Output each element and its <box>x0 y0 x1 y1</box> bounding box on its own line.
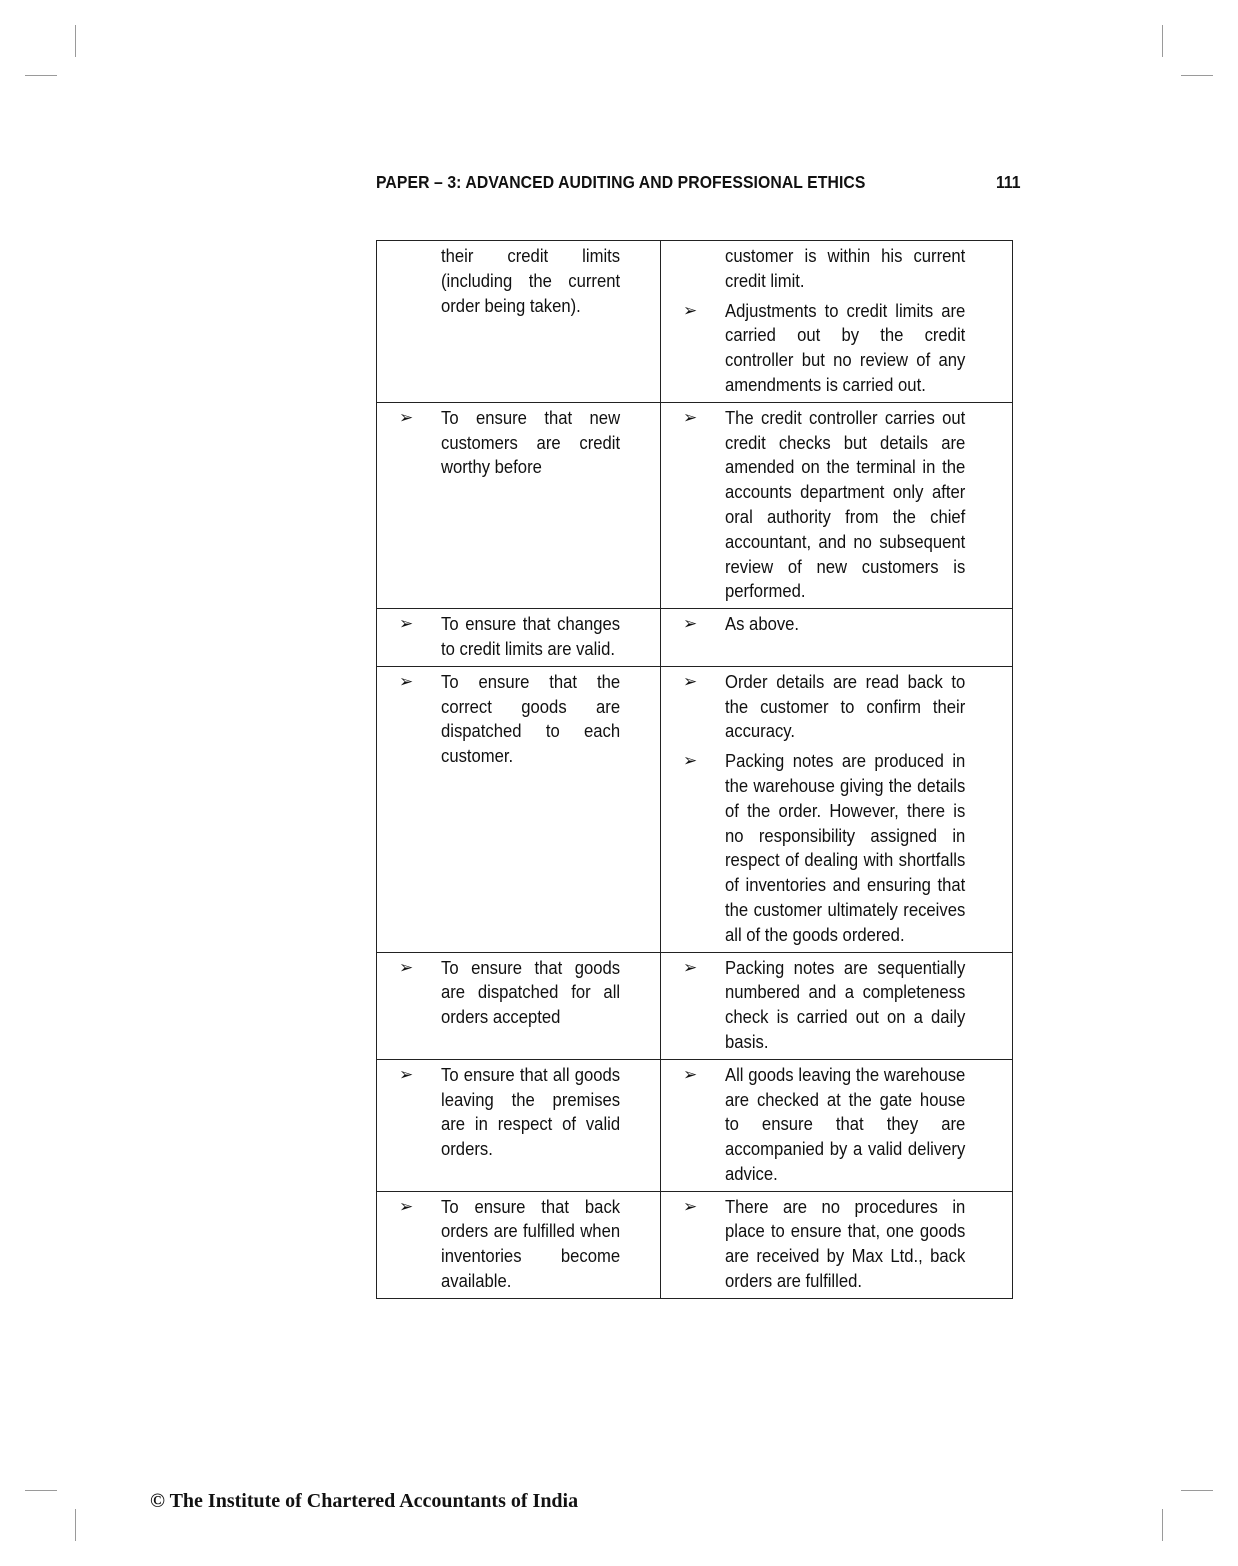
table-row <box>377 241 1013 403</box>
weakness-cell <box>661 666 1013 952</box>
arrow-bullet-icon: ➢ <box>683 1064 698 1085</box>
arrow-bullet-icon: ➢ <box>399 671 414 692</box>
weakness-cell <box>661 402 1013 608</box>
crop-mark <box>1181 75 1213 76</box>
objective-cell <box>377 1059 661 1191</box>
objective-cell <box>377 609 661 667</box>
bullet-text: To ensure that goods are dispatched for all orders accepted <box>441 956 621 1028</box>
weakness-cell <box>661 952 1013 1059</box>
weakness-cell <box>661 241 1013 403</box>
bullet-item <box>661 1195 992 1294</box>
bullet-text: The credit controller carries out credit checks but details are amended on the terminal in the accounts department only after oral authority from the chief accountant, and no subsequent review of new customers is performed. <box>725 406 966 602</box>
crop-mark <box>1162 25 1163 57</box>
arrow-bullet-icon: ➢ <box>399 957 414 978</box>
controls-table <box>376 240 1013 1299</box>
bullet-item <box>377 956 640 1030</box>
bullet-item <box>377 1195 640 1294</box>
bullet-item <box>377 612 640 662</box>
bullet-item <box>661 299 992 398</box>
arrow-bullet-icon: ➢ <box>683 957 698 978</box>
bullet-item <box>377 670 640 769</box>
arrow-bullet-icon: ➢ <box>399 614 414 635</box>
objective-cell <box>377 952 661 1059</box>
table-row <box>377 952 1013 1059</box>
bullet-text: Adjustments to credit limits are carried out by the credit controller but no review of any amendments is carried out. <box>725 299 966 395</box>
bullet-text: Packing notes are sequentially numbered and a completeness check is carried out on a daily basis. <box>725 956 966 1052</box>
bullet-text: All goods leaving the warehouse are checked at the gate house to ensure that they are accompanied by a valid delivery advice. <box>725 1063 966 1184</box>
table-row <box>377 1059 1013 1191</box>
table-row <box>377 1191 1013 1298</box>
crop-mark <box>75 25 76 57</box>
bullet-text: As above. <box>725 613 800 635</box>
bullet-item <box>661 749 992 947</box>
table-row <box>377 402 1013 608</box>
bullet-text: To ensure that the correct goods are dispatched to each customer. <box>441 670 621 767</box>
weakness-cell <box>661 1059 1013 1191</box>
controls-table-body <box>377 241 1013 1299</box>
arrow-bullet-icon: ➢ <box>399 407 414 428</box>
crop-mark <box>75 1509 76 1541</box>
crop-mark <box>25 75 57 76</box>
bullet-item <box>661 1063 992 1187</box>
bullet-item <box>661 244 992 294</box>
objective-cell <box>377 666 661 952</box>
crop-mark <box>1181 1490 1213 1491</box>
arrow-bullet-icon: ➢ <box>683 614 698 635</box>
arrow-bullet-icon: ➢ <box>683 751 698 772</box>
crop-mark <box>25 1490 57 1491</box>
bullet-text: their credit limits (including the current order being taken). <box>441 245 621 316</box>
page-footer: © The Institute of Chartered Accountants of India <box>150 1490 579 1512</box>
bullet-text: To ensure that changes to credit limits are valid. <box>441 613 621 659</box>
arrow-bullet-icon: ➢ <box>683 1196 698 1217</box>
table-row <box>377 666 1013 952</box>
bullet-item <box>661 612 992 637</box>
arrow-bullet-icon: ➢ <box>683 671 698 692</box>
objective-cell <box>377 241 661 403</box>
bullet-text: To ensure that back orders are fulfilled when inventories become available. <box>441 1195 621 1292</box>
bullet-text: To ensure that new customers are credit worthy before <box>441 406 621 478</box>
bullet-item <box>661 956 992 1055</box>
page-header-title: PAPER – 3: ADVANCED AUDITING AND PROFESSIONAL ETHICS <box>376 172 866 192</box>
bullet-text: Packing notes are produced in the warehouse giving the details of the order. However, there is no responsibility assigned in respect of dealing with shortfalls of inventories and ensuring that the customer ultimately receives all of the goods ordered. <box>725 750 966 945</box>
page-number: 111 <box>996 172 1021 192</box>
weakness-cell <box>661 609 1013 667</box>
arrow-bullet-icon: ➢ <box>399 1064 414 1085</box>
bullet-item <box>377 244 640 318</box>
bullet-item <box>377 1063 640 1162</box>
table-row <box>377 609 1013 667</box>
arrow-bullet-icon: ➢ <box>683 407 698 428</box>
objective-cell <box>377 402 661 608</box>
arrow-bullet-icon: ➢ <box>683 300 698 321</box>
objective-cell <box>377 1191 661 1298</box>
arrow-bullet-icon: ➢ <box>399 1196 414 1217</box>
bullet-text: customer is within his current credit limit. <box>725 245 966 291</box>
bullet-text: There are no procedures in place to ensure that, one goods are received by Max Ltd., back orders are fulfilled. <box>725 1195 966 1292</box>
crop-mark <box>1162 1509 1163 1541</box>
weakness-cell <box>661 1191 1013 1298</box>
bullet-text: To ensure that all goods leaving the premises are in respect of valid orders. <box>441 1063 621 1160</box>
bullet-item <box>661 406 992 604</box>
bullet-text: Order details are read back to the customer to confirm their accuracy. <box>725 670 966 742</box>
bullet-item <box>377 406 640 480</box>
bullet-item <box>661 670 992 744</box>
